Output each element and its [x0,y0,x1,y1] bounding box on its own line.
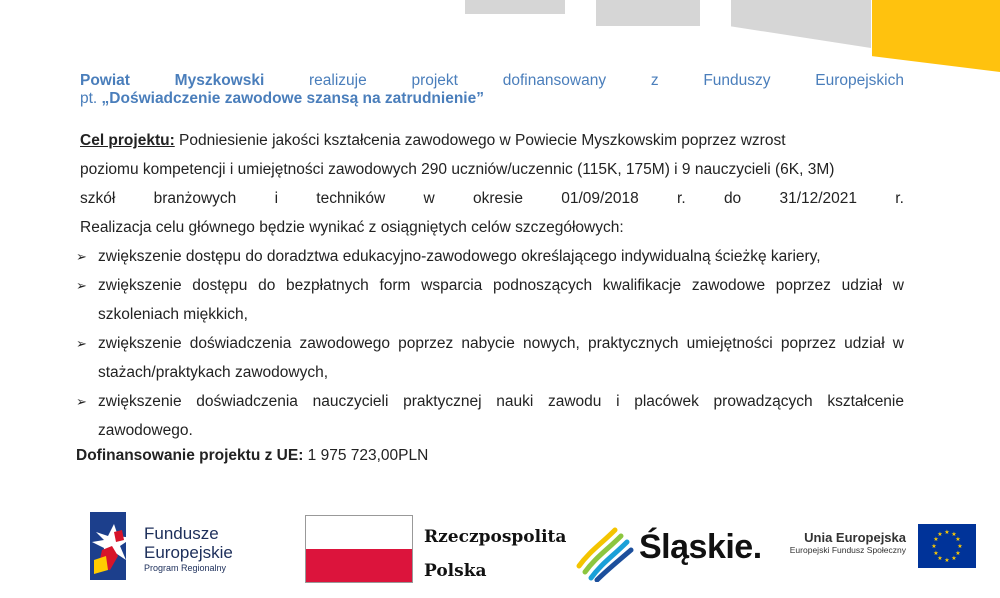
list-item [76,271,904,329]
heading-line-1 [80,72,904,90]
funding-value: 1 975 723,00PLN [303,447,429,464]
goal-word: techników [316,190,386,207]
objectives-list [76,242,904,445]
heading-word: Europejskich [815,72,904,89]
poland-flag-icon [305,515,413,583]
goal-line-2: poziomu kompetencji i umiejętności zawodowych 290 uczniów/uczennic (115K, 175M) i 9 nauczycieli (6K, 3M) [80,161,835,178]
goal-line-3 [80,184,904,213]
decor-bar [731,0,871,48]
goal-line-1 [80,126,904,155]
goal-text: Podniesienie jakości kształcenia zawodowego w Powiecie Myszkowskim poprzez wzrost [174,132,786,149]
heading-prefix: pt. [80,90,102,107]
decor-bar-yellow [872,0,1000,72]
fe-line-1: Fundusze [144,524,219,543]
svg-text:★: ★ [944,529,950,536]
goal-word: r. [895,190,904,207]
goal-word: i [274,190,279,207]
heading-word: projekt [411,72,458,89]
svg-text:★: ★ [955,550,961,557]
goal-word: branżowych [153,190,237,207]
rzeczpospolita-polska-logo [424,520,566,588]
slaskie-word: Śląskie. [639,528,762,566]
svg-text:★: ★ [937,531,943,538]
project-title: „Doświadczenie zawodowe szansą na zatrudnienie” [101,90,484,107]
arrow-bullet-icon: ➢ [76,278,87,293]
svg-text:★: ★ [955,536,961,543]
slaskie-logo [575,522,775,582]
svg-text:★: ★ [957,543,963,550]
fe-line-2: Europejskie [144,543,233,562]
svg-text:★: ★ [951,555,957,562]
heading-word: Funduszy [703,72,771,89]
goal-paragraph [80,126,904,242]
slaskie-waves-icon [575,522,635,582]
decor-bar [596,0,700,26]
heading-word: realizuje [309,72,367,89]
heading-word: z [650,72,659,89]
goal-label: Cel projektu: [80,132,175,149]
svg-text:★: ★ [931,543,937,550]
goal-line-4: Realizacja celu głównego będzie wynikać z osiągniętych celów szczegółowych: [80,219,624,236]
fe-line-3: Program Regionalny [144,563,227,573]
list-item [76,242,904,271]
ue-line-2: Europejski Fundusz Społeczny [789,545,906,555]
arrow-bullet-icon: ➢ [76,394,87,409]
goal-word: 31/12/2021 [779,190,858,207]
fe-star-icon [88,510,140,582]
pl-line-2: Polska [424,561,487,581]
funding-label: Dofinansowanie projektu z UE: [76,447,304,464]
arrow-bullet-icon: ➢ [76,336,87,351]
objective-text: zwiększenie dostępu do bezpłatnych form wsparcia podnoszących kwalifikacje zawodowe poprzez udział w szkoleniach miękkich, [98,277,904,323]
goal-word: r. [677,190,686,207]
goal-word: do [723,190,742,207]
goal-word: w [423,190,435,207]
heading-word: dofinansowany [502,72,607,89]
objective-text: zwiększenie doświadczenia nauczycieli praktycznej nauki zawodu i placówek prowadzących kształcenie zawodowego. [98,393,904,439]
heading-line-2 [80,90,904,108]
list-item [76,329,904,387]
pl-line-1: Rzeczpospolita [424,527,567,547]
svg-text:★: ★ [944,557,950,564]
ue-line-1: Unia Europejska [804,530,906,545]
goal-word: okresie [472,190,523,207]
svg-text:★: ★ [933,536,939,543]
svg-text:★: ★ [937,555,943,562]
unia-europejska-logo [780,530,906,555]
funding-amount [76,447,428,465]
project-heading [80,72,904,108]
svg-text:★: ★ [933,550,939,557]
goal-word: szkół [80,190,116,207]
list-item [76,387,904,445]
arrow-bullet-icon: ➢ [76,249,87,264]
heading-word: Myszkowski [174,72,265,89]
decor-bar [465,0,565,14]
objective-text: zwiększenie dostępu do doradztwa edukacyjno-zawodowego określającego indywidualną ścieżkę kariery, [98,248,821,265]
eu-flag-icon [918,524,976,568]
heading-word: Powiat [80,72,130,89]
svg-text:★: ★ [951,531,957,538]
objective-text: zwiększenie doświadczenia zawodowego poprzez nabycie nowych, praktycznych umiejętności poprzez udział w stażach/praktykach zawodowych, [98,335,904,381]
goal-word: 01/09/2018 [561,190,639,207]
fundusze-europejskie-logo [88,510,258,582]
